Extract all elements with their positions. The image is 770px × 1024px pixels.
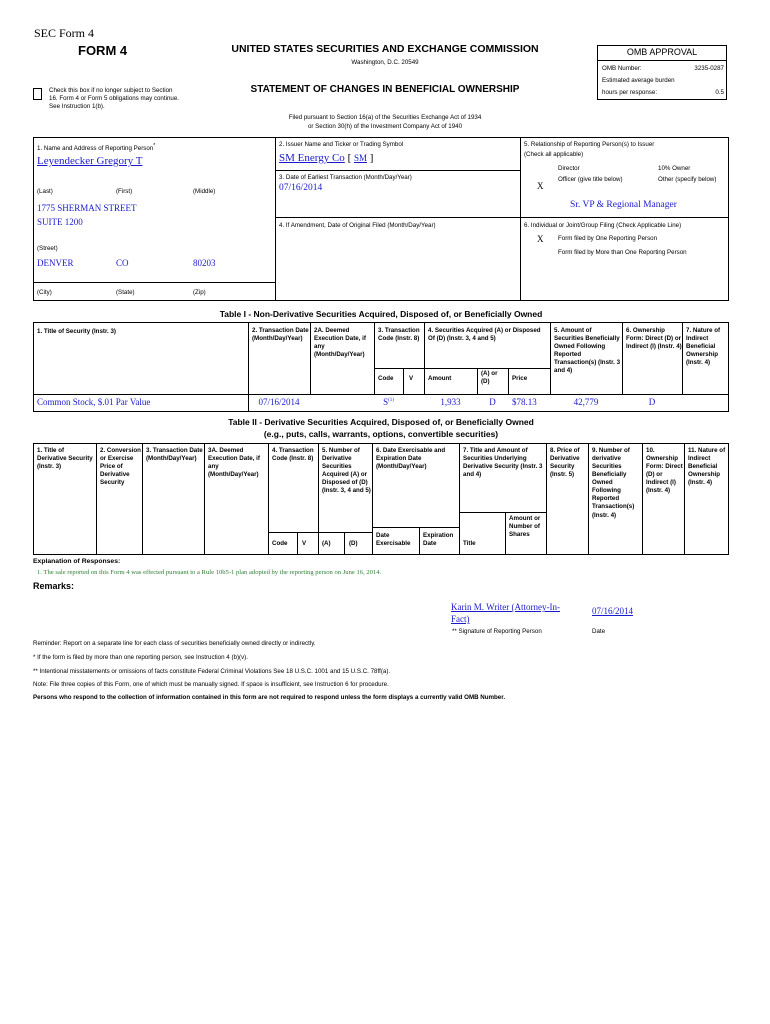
t2-sub-a: (A) xyxy=(322,540,331,547)
middle-label: (Middle) xyxy=(193,188,216,195)
remarks-label: Remarks: xyxy=(33,581,75,591)
t1-row-code: $S^{(1)}$ xyxy=(383,397,394,407)
signature-label: ** Signature of Reporting Person xyxy=(452,628,542,635)
street-line2: SUITE 1200 xyxy=(37,217,83,227)
t2-h11: 11. Nature of Indirect Beneficial Ownership (Instr. 4) xyxy=(688,447,726,487)
t2-sub-title: Title xyxy=(463,540,476,547)
t1-h2: 2. Transaction Date (Month/Day/Year) xyxy=(252,327,309,343)
omb-hours-label: hours per response: xyxy=(602,89,658,96)
t2-sub-amount: Amount or Number of Shares xyxy=(509,515,541,539)
officer-label: Officer (give title below) xyxy=(558,176,623,183)
officer-mark[interactable]: X xyxy=(537,181,544,191)
city-label: (City) xyxy=(37,289,52,296)
other-label: Other (specify below) xyxy=(658,176,717,183)
t2-h10: 10. Ownership Form: Direct (D) or Indirect (I) (Instr. 4) xyxy=(646,447,683,495)
t2-h2: 2. Conversion or Exercise Price of Derivative Security xyxy=(100,447,141,487)
commission-city: Washington, D.C. 20549 xyxy=(351,59,419,66)
sec-form-label: SEC Form 4 xyxy=(34,26,95,40)
omb-hours-value: 0.5 xyxy=(715,89,724,96)
zip-value: 80203 xyxy=(193,258,216,268)
t1-sub-amount: Amount xyxy=(428,375,452,382)
filing-label: 6. Individual or Joint/Group Filing (Check Applicable Line) xyxy=(524,222,682,229)
relationship-label: 5. Relationship of Reporting Person(s) to Issuer xyxy=(524,141,655,148)
earliest-date-label: 3. Date of Earliest Transaction (Month/Day/Year) xyxy=(279,174,412,181)
filing-one-mark[interactable]: X xyxy=(537,234,544,244)
t2-h8: 8. Price of Derivative Security (Instr. 5) xyxy=(550,447,580,479)
t1-h3: 3. Transaction Code (Instr. 8) xyxy=(378,327,420,343)
t2-sub-exercisable: Date Exercisable xyxy=(376,532,411,548)
t1-h6: 6. Ownership Form: Direct (D) or Indirect (I) (Instr. 4) xyxy=(626,327,682,351)
t2-sub-d: (D) xyxy=(349,540,358,547)
state-label: (State) xyxy=(116,289,135,296)
t1-sub-v: V xyxy=(409,375,414,382)
t1-h2a: 2A. Deemed Execution Date, if any (Month/Day/Year) xyxy=(314,327,366,359)
t1-row-date: 07/16/2014 xyxy=(258,397,300,407)
issuer-name[interactable]: SM Energy Co xyxy=(279,152,345,164)
section16-text: Check this box if no longer subject to Section 16. Form 4 or Form 5 obligations may continue. See Instruction 1(b). xyxy=(49,87,179,111)
t1-row-form: D xyxy=(648,397,656,407)
omb-number-label: OMB Number: xyxy=(602,65,642,72)
table2-title: Table II - Derivative Securities Acquired, Disposed of, or Beneficially Owned xyxy=(228,417,534,427)
reporting-person-name[interactable]: Leyendecker Gregory T xyxy=(37,155,143,167)
omb-title: OMB APPROVAL xyxy=(626,47,698,57)
relationship-sub-label: (Check all applicable) xyxy=(524,151,584,158)
t2-h9: 9. Number of derivative Securities Beneficially Owned Following Reported Transaction(s) (Instr. 4) xyxy=(592,447,635,519)
t1-h7: 7. Nature of Indirect Beneficial Ownership (Instr. 4) xyxy=(686,327,721,367)
first-label: (First) xyxy=(116,188,133,195)
t2-h5: 5. Number of Derivative Securities Acquired (A) or Disposed of (D) (Instr. 3, 4 and 5) xyxy=(322,447,371,495)
explanation-label: Explanation of Responses: xyxy=(33,558,121,565)
omb-number-value: 3235-0287 xyxy=(694,65,724,72)
note-multiple-persons: * If the form is filed by more than one reporting person, see Instruction 4 (b)(v). xyxy=(33,654,248,661)
t2-h3a: 3A. Deemed Execution Date, if any (Month/Day/Year) xyxy=(208,447,260,479)
issuer-label: 2. Issuer Name and Ticker or Trading Symbol xyxy=(279,141,404,148)
t1-h5: 5. Amount of Securities Beneficially Owned Following Reported Transaction(s) (Instr. 3 and 4) xyxy=(554,327,621,375)
note-misstatements: ** Intentional misstatements or omissions of facts constitute Federal Criminal Violations See 18 U.S.C. 1001 and 15 U.S.C. 78ff(a). xyxy=(33,668,391,675)
t2-h7: 7. Title and Amount of Securities Underlying Derivative Security (Instr. 3 and 4) xyxy=(463,447,543,479)
form-title: FORM 4 xyxy=(78,43,128,58)
t1-row-title: Common Stock, $.01 Par Value xyxy=(37,397,151,407)
t1-h1: 1. Title of Security (Instr. 3) xyxy=(37,328,116,335)
reporting-person-label: 1. Name and Address of Reporting Person* xyxy=(37,143,156,153)
t2-h1: 1. Title of Derivative Security (Instr. 3) xyxy=(37,447,93,471)
t1-sub-code: Code xyxy=(378,375,394,382)
t2-sub-code: Code xyxy=(272,540,288,547)
amendment-label: 4. If Amendment, Date of Original Filed (Month/Day/Year) xyxy=(279,222,436,229)
table2-subtitle: (e.g., puts, calls, warrants, options, convertible securities) xyxy=(263,429,499,439)
statement-title: STATEMENT OF CHANGES IN BENEFICIAL OWNERSHIP xyxy=(250,84,520,95)
explanation-text: 1. The sale reported on this Form 4 was effected pursuant to a Rule 10b5-1 plan adopted by the reporting person on June 16, 2014. xyxy=(37,569,382,576)
t1-sub-price: Price xyxy=(512,375,528,382)
director-label: Director xyxy=(558,165,580,172)
filing-more-label: Form filed by More than One Reporting Person xyxy=(558,249,687,256)
last-label: (Last) xyxy=(37,188,53,195)
t2-h4: 4. Transaction Code (Instr. 8) xyxy=(272,447,314,463)
t2-sub-v: V xyxy=(302,540,307,547)
t1-h4: 4. Securities Acquired (A) or Disposed Of (D) (Instr. 3, 4 and 5) xyxy=(428,327,541,343)
t1-row-price: $78.13 xyxy=(512,397,537,407)
t2-h6: 6. Date Exercisable and Expiration Date (Month/Day/Year) xyxy=(376,447,446,471)
table1-title: Table I - Non-Derivative Securities Acquired, Disposed of, or Beneficially Owned xyxy=(219,309,543,319)
t1-row-owned: 42,779 xyxy=(573,397,599,407)
officer-title: Sr. VP & Regional Manager xyxy=(570,200,677,210)
note-reminder: Reminder: Report on a separate line for each class of securities beneficially owned directly or indirectly. xyxy=(33,640,316,647)
date-label: Date xyxy=(592,628,606,635)
street-line1: 1775 SHERMAN STREET xyxy=(37,203,137,213)
filed-line2: or Section 30(h) of the Investment Company Act of 1940 xyxy=(307,123,463,130)
note-copies: Note: File three copies of this Form, one of which must be manually signed. If space is insufficient, see Instruction 6 for procedure. xyxy=(33,681,389,688)
city-value: DENVER xyxy=(37,258,74,268)
state-value: CO xyxy=(116,258,129,268)
issuer-line: SM Energy Co [ SM ] xyxy=(279,152,374,164)
signature-date: 07/16/2014 xyxy=(592,606,634,616)
issuer-ticker[interactable]: SM xyxy=(353,153,367,163)
commission-title: UNITED STATES SECURITIES AND EXCHANGE COMMISSION xyxy=(231,43,539,55)
zip-label: (Zip) xyxy=(193,289,206,296)
t2-sub-expiration: Expiration Date xyxy=(423,532,454,548)
omb-burden-label: Estimated average burden xyxy=(602,77,675,84)
ten-pct-label: 10% Owner xyxy=(658,165,691,172)
t1-row-ad: D xyxy=(489,397,496,407)
note-omb: Persons who respond to the collection of information contained in this form are not required to respond unless the form displays a currently valid OMB Number. xyxy=(33,694,506,701)
filed-line1: Filed pursuant to Section 16(a) of the Securities Exchange Act of 1934 xyxy=(288,114,482,121)
section16-checkbox[interactable] xyxy=(33,88,42,100)
t1-row-amount: 1,933 xyxy=(440,397,461,407)
filing-one-label: Form filed by One Reporting Person xyxy=(558,235,658,242)
t2-h3: 3. Transaction Date (Month/Day/Year) xyxy=(146,447,203,463)
earliest-date-value: 07/16/2014 xyxy=(279,183,323,193)
t1-sub-ad: (A) or (D) xyxy=(481,370,498,386)
signature[interactable]: Karin M. Writer (Attorney-In-Fact) xyxy=(451,602,560,625)
street-label: (Street) xyxy=(37,245,58,252)
